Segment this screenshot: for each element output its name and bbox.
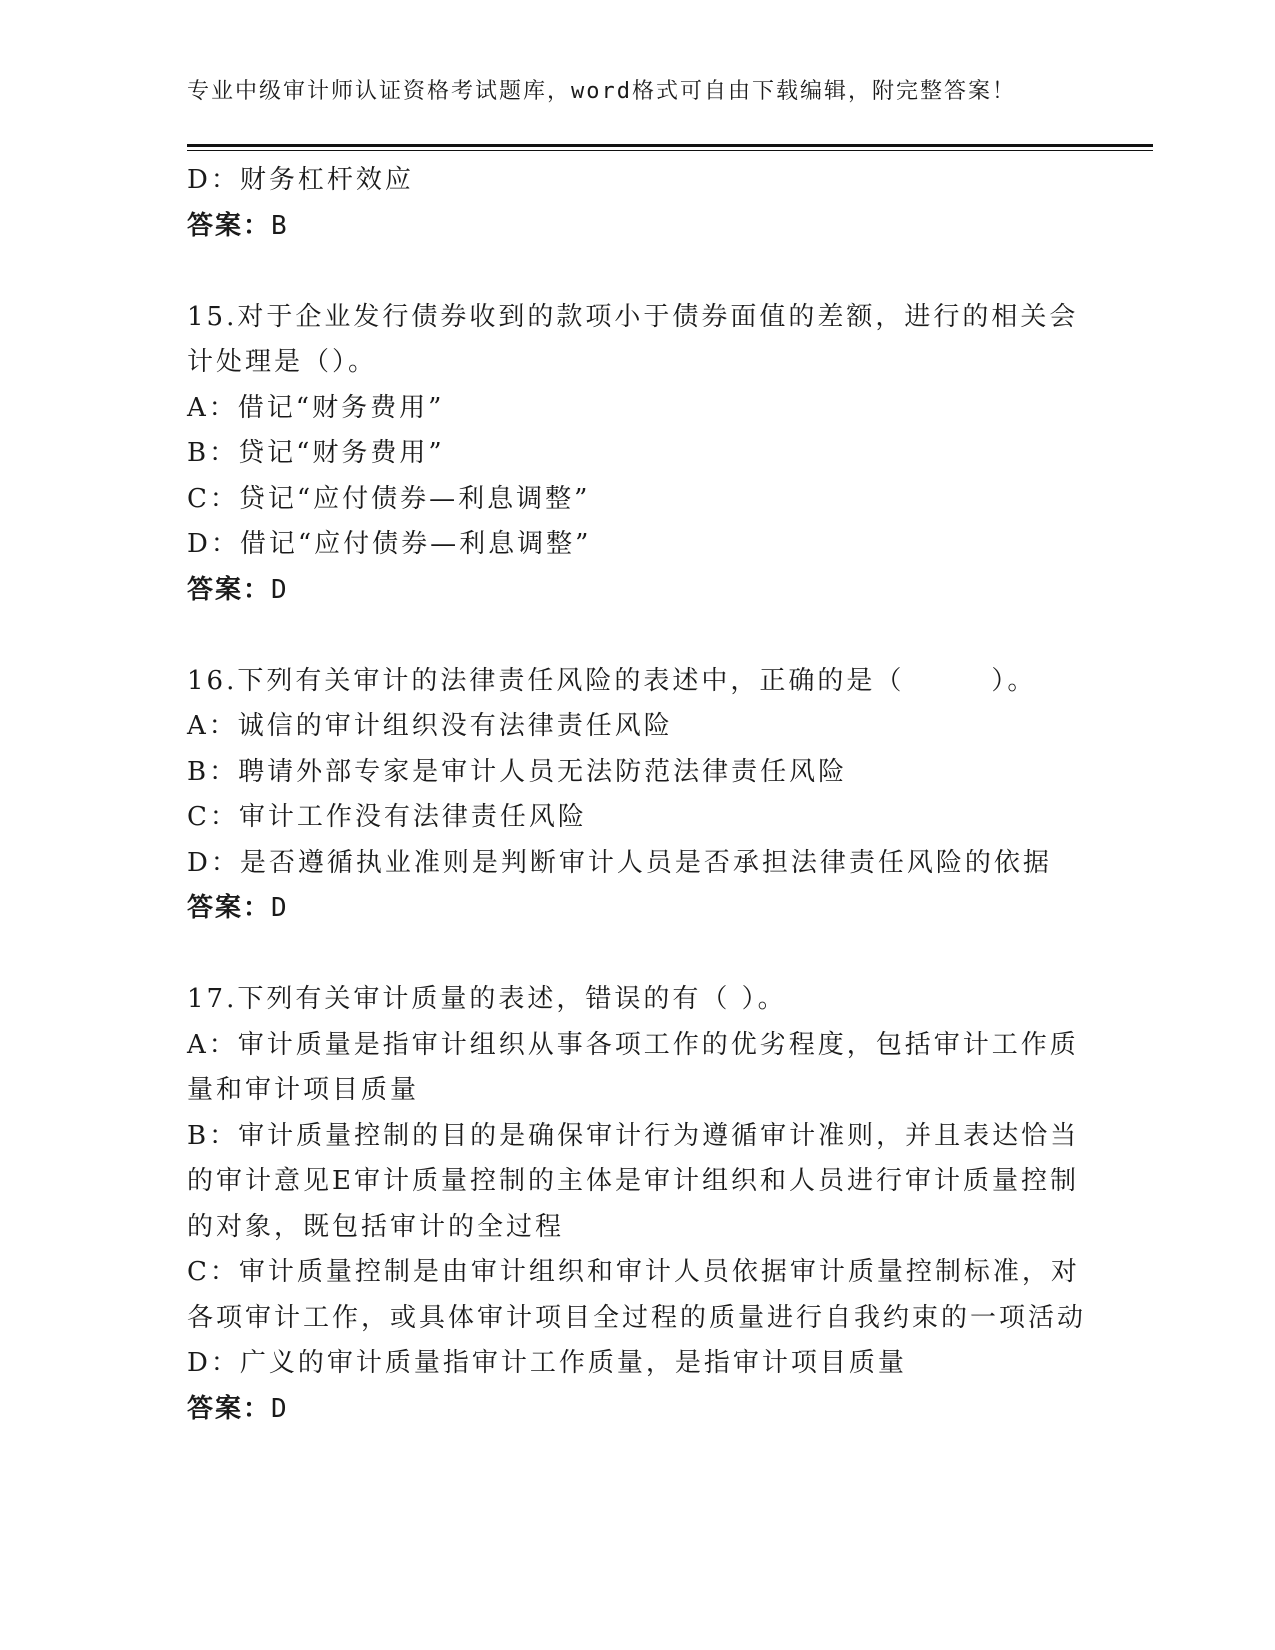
q17-option-a: A：审计质量是指审计组织从事各项工作的优劣程度，包括审计工作质量和审计项目质量 — [187, 1029, 1079, 1105]
q17-answer-label: 答案： — [187, 1393, 272, 1424]
q16-option-a: A：诚信的审计组织没有法律责任风险 — [187, 711, 673, 741]
q15-option-d: D：借记“应付债券—利息调整” — [187, 529, 592, 559]
q17-answer — [187, 1387, 1087, 1433]
q16-option-d: D：是否遵循执业准则是判断审计人员是否承担法律责任风险的依据 — [187, 847, 1052, 878]
spacer — [187, 249, 1087, 295]
prev-answer — [187, 204, 1087, 250]
spacer — [187, 613, 1087, 659]
q17-answer-value: D — [271, 1393, 289, 1424]
prev-answer-value: B — [271, 210, 289, 241]
q15-option-a: A：借记“财务费用” — [187, 392, 445, 423]
prev-option-d: D：财务杠杆效应 — [187, 165, 414, 195]
q15-answer-value: D — [271, 574, 289, 605]
q15-stem: 15.对于企业发行债券收到的款项小于债券面值的差额，进行的相关会计处理是（）。 — [187, 301, 1079, 377]
q16-stem: 16.下列有关审计的法律责任风险的表述中，正确的是（ ）。 — [187, 665, 1037, 696]
q17-option-b: B：审计质量控制的目的是确保审计行为遵循审计准则，并且表达恰当的审计意见E审计质量控制的主体是审计组织和人员进行审计质量控制的对象，既包括审计的全过程 — [187, 1120, 1080, 1242]
question-content — [187, 158, 1087, 1432]
prev-answer-label: 答案： — [187, 210, 272, 241]
q15-option-b: B：贷记“财务费用” — [187, 438, 445, 468]
q15-answer — [187, 568, 1087, 614]
page-header: 专业中级审计师认证资格考试题库，word格式可自由下载编辑，附完整答案！ — [187, 79, 1016, 104]
q16-answer-value: D — [271, 893, 289, 923]
q16-answer-label: 答案： — [187, 893, 272, 923]
q15-answer-label: 答案： — [187, 574, 272, 605]
q17-option-c: C：审计质量控制是由审计组织和审计人员依据审计质量控制标准，对各项审计工作，或具体审计项目全过程的质量进行自我约束的一项活动 — [187, 1257, 1087, 1333]
spacer — [187, 932, 1087, 978]
header-rule-thick — [187, 144, 1153, 147]
q15-option-c: C：贷记“应付债券—利息调整” — [187, 483, 591, 514]
q16-answer — [187, 886, 1087, 932]
q16-option-c: C：审计工作没有法律责任风险 — [187, 802, 587, 832]
q16-option-b: B：聘请外部专家是审计人员无法防范法律责任风险 — [187, 756, 848, 787]
q17-stem: 17.下列有关审计质量的表述，错误的有（ ）。 — [187, 984, 787, 1014]
q17-option-d: D：广义的审计质量指审计工作质量，是指审计项目质量 — [187, 1348, 907, 1378]
header-rule-thin — [187, 150, 1153, 151]
